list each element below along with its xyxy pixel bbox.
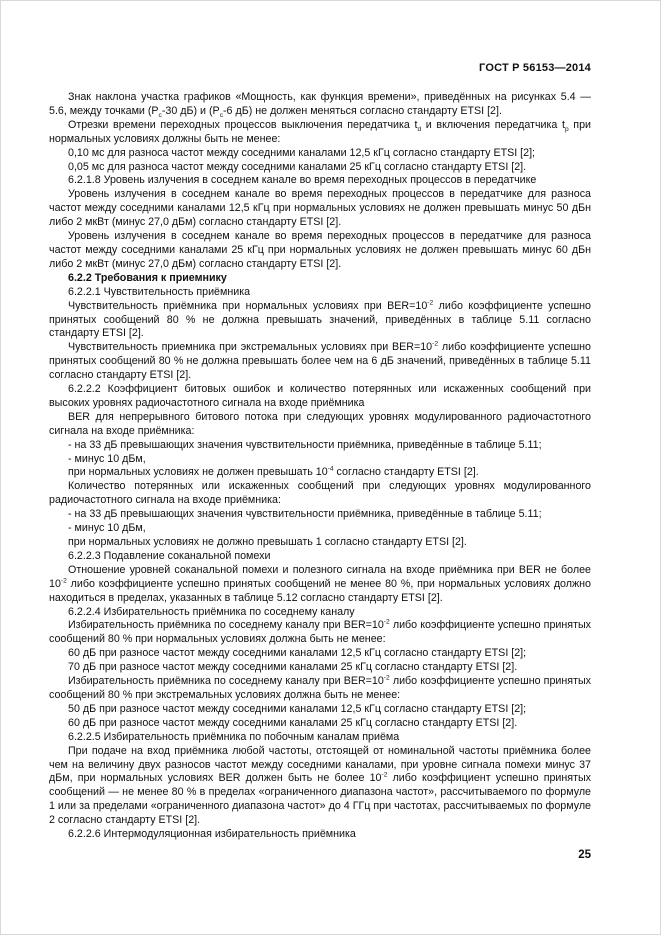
paragraph: Избирательность приёмника по соседнему каналу при $BER=10^{-2}$ либо коэффициенте успешно принятых сообщений 80 % при нормальных условиях должна быть не менее: [49,618,591,646]
paragraph: Избирательность приёмника по соседнему каналу при $BER=10^{-2}$ либо коэффициенте успешно принятых сообщений 80 % при экстремальных условиях должна быть не менее: [49,674,591,701]
paragraph: Знак наклона участка графиков «Мощность, как функция времени», приведённых на рисунках 5.4 — 5.6, между точками ($Р_с-30$ дБ) и ($Р_с-6$ дБ) не должен меняться согласно стандарту ETSI [2]. [49,91,591,120]
paragraph: Отношение уровней соканальной помехи и полезного сигнала на входе приёмника при BER не более $10^{-2}$ либо коэффициенте успешно принятых сообщений не менее 80 %, при нормальных условиях должно находиться в пределах, указанных в таблице 5.12 согласно стандарту ETSI [2]. [49,563,591,604]
paragraph: 0,10 мс для разноса частот между соседними каналами 12,5 кГц согласно стандарту ETSI [2]; [68,146,536,159]
list-item: - на 33 дБ превышающих значения чувствительности приёмника, приведённые в таблице 5.11; [68,508,542,521]
paragraph: 50 дБ при разносе частот между соседними каналами 12,5 кГц согласно стандарту ETSI [2]; [68,702,527,715]
paragraph: 70 дБ при разносе частот между соседними каналами 25 кГц согласно стандарту ETSI [2]. [68,661,518,674]
clause-heading: 6.2.2.4 Избирательность приёмника по соседнему каналу [68,605,355,618]
page-number: 25 [578,849,591,861]
paragraph: Уровень излучения в соседнем канале во время переходных процессов в передатчике для разноса частот между соседними каналами 12,5 кГц при нормальных условиях не должен превышать минус 50 дБн либо 2 мкВт (минус 27,0 дБм) согласно стандарту ETSI [2]. [49,188,591,229]
clause-heading: 6.2.2.2 Коэффициент битовых ошибок и количество потерянных или искаженных сообщений при высоких уровнях радиочастотного сигнала на входе приёмника [49,383,591,409]
clause-heading: 6.2.2.3 Подавление соканальной помехи [68,549,271,562]
paragraph: Количество потерянных или искаженных сообщений при следующих уровнях модулированного радиочастотного сигнала на входе приёмника: [49,480,591,507]
list-item: - на 33 дБ превышающих значения чувствительности приёмника, приведённые в таблице 5.11; [68,438,542,451]
paragraph: при нормальных условиях не должен превышать $10^{-4}$ согласно стандарту ETSI [2]. [68,465,479,479]
paragraph: 0,05 мс для разноса частот между соседними каналами 25 кГц согласно стандарту ETSI [2]. [68,160,527,173]
paragraph: Уровень излучения в соседнем канале во время переходных процессов в передатчике для разноса частот между соседними каналами 25 кГц при нормальных условиях не должен превышать минус 60 дБн либо 2 мкВт (минус 27,0 дБм) согласно стандарту ETSI [2]. [49,230,591,270]
clause-heading: 6.2.1.8 Уровень излучения в соседнем канале во время переходных процессов в передатчике [68,174,537,187]
clause-heading: 6.2.2.5 Избирательность приёмника по побочным каналам приёма [68,730,400,743]
paragraph: Отрезки времени переходных процессов выключения передатчика $t_d$ и включения передатчика $t_p$ при нормальных условиях должны быть не менее: [49,118,591,145]
list-item: - минус 10 дБм, [68,522,146,535]
document-number: ГОСТ Р 56153—2014 [479,62,591,74]
clause-heading: 6.2.2.6 Интермодуляционная избирательность приёмника [68,828,356,841]
page-header [49,62,591,74]
paragraph: Чувствительность приёмника при нормальных условиях при $BER=10^{-2}$ либо коэффициенте успешно принятых сообщений 80 % не должна превышать значений, приведённых в таблице 5.11 согласно стандарту ETSI [2]. [49,299,591,340]
paragraph: 60 дБ при разносе частот между соседними каналами 12,5 кГц согласно стандарту ETSI [2]; [68,647,527,660]
clause-heading: 6.2.2.1 Чувствительность приёмника [68,285,251,298]
paragraph: При подаче на вход приёмника любой частоты, отстоящей от номинальной частоты приёмника более чем на величину двух разносов частот между соседними каналами, при уровне сигнала помехи минус 37 дБм, при нормальных условиях BER должен быть не более $10^{-2}$ либо коэффициент успешно принятых сообщений — не менее 80 % в пределах «ограниченного диапазона частот», рассчитываемого по формуле 1 или за пределами «ограниченного диапазона частот» до 4 ГГц при частотах, рассчитываемых по формуле 2 согласно стандарту ETSI [2]. [49,744,592,827]
paragraph: Чувствительность приемника при экстремальных условиях при $BER=10^{-2}$ либо коэффициенте успешно принятых сообщений 80 % не должна превышать более чем на 6 дБ значений, приведённых в таблице 5.11 согласно стандарту ETSI [2]. [49,340,591,382]
page-footer [578,849,591,861]
document-body [49,91,591,842]
list-item: - минус 10 дБм, [68,452,146,465]
paragraph: 60 дБ при разносе частот между соседними каналами 25 кГц согласно стандарту ETSI [2]. [68,716,518,729]
clause-heading: 6.2.2 Требования к приемнику [68,271,227,284]
paragraph: при нормальных условиях не должно превышать 1 согласно стандарту ETSI [2]. [68,536,467,548]
paragraph: BER для непрерывного битового потока при следующих уровнях модулированного радиочастотного сигнала на входе приёмника: [49,410,591,437]
